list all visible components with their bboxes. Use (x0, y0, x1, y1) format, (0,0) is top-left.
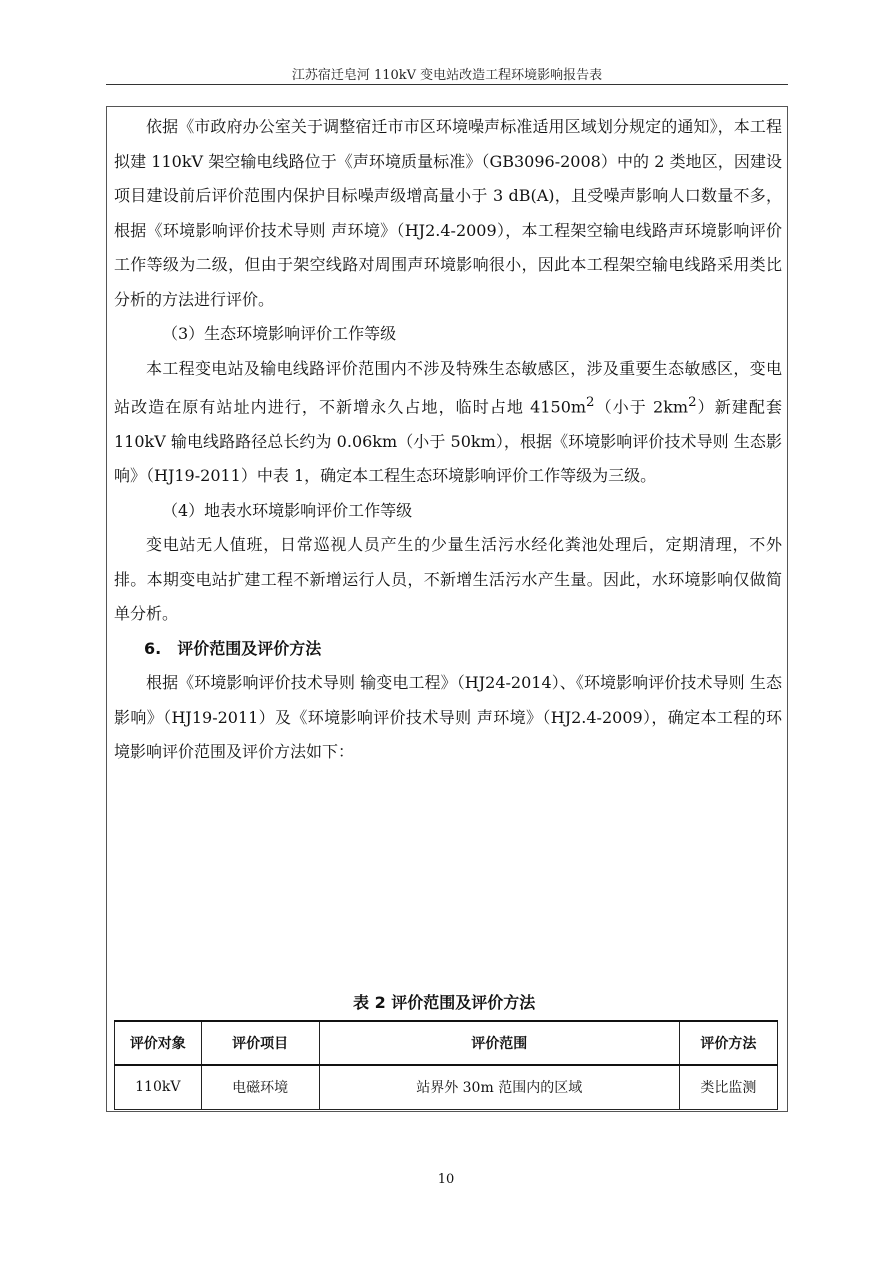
paragraph-ecology (114, 352, 782, 494)
table-header-row (115, 1021, 778, 1065)
header-cell: 评价项目 (201, 1021, 319, 1065)
page-header: 江苏宿迁皂河 110kV 变电站改造工程环境影响报告表 (291, 68, 603, 83)
table-cell: 电磁环境 (201, 1065, 319, 1109)
table-cell: 110kV (115, 1065, 202, 1109)
page-number: 10 (437, 1172, 455, 1187)
body-content (114, 110, 782, 770)
table-cell: 类比监测 (679, 1065, 777, 1109)
subheading-surface-water: （4）地表水环境影响评价工作等级 (162, 500, 413, 520)
header-cell: 评价对象 (115, 1021, 202, 1065)
table-caption-text: 表 2 评价范围及评价方法 (353, 993, 536, 1012)
table-row (115, 1065, 778, 1109)
paragraph-ecology-part-c: ）新建配套 110kV 输电线路路径总长约为 0.06km（小于 50km），根据《环境影响评价技术导则 生态影响》（HJ19-2011）中表 1，确定本工程生态环境影响评价工作等级为三级。 (114, 397, 782, 486)
table-cell: 站界外 30m 范围内的区域 (319, 1065, 679, 1109)
paragraph-noise: 依据《市政府办公室关于调整宿迁市市区环境噪声标准适用区域划分规定的通知》，本工程拟建 110kV 架空输电线路位于《声环境质量标准》（GB3096-2008）中的 2 类地区，因建设项目建设前后评价范围内保护目标噪声级增高量小于 3 dB(A)，且受噪声影响人口数量不多，根据《环境影响评价技术导则 声环境》（HJ2.4-2009），本工程架空输电线路声环境影响评价工作等级为二级，但由于架空线路对周围声环境影响很小，因此本工程架空输电线路采用类比分析的方法进行评价。 (114, 117, 782, 309)
section-heading-6: 6. 评价范围及评价方法 (144, 638, 322, 658)
paragraph-surface-water: 变电站无人值班，日常巡视人员产生的少量生活污水经化粪池处理后，定期清理，不外排。本期变电站扩建工程不新增运行人员，不新增生活污水产生量。因此，水环境影响仅做简单分析。 (114, 535, 782, 624)
paragraph-ecology-part-a: 本工程变电站及输电线路评价范围内不涉及特殊生态敏感区，涉及重要生态敏感区，变电站改造在原有站址内进行，不新增永久占地，临时占地 4150m (114, 358, 782, 417)
subheading-ecology: （3）生态环境影响评价工作等级 (162, 324, 397, 343)
header-cell: 评价范围 (319, 1021, 679, 1065)
evaluation-table (114, 1020, 778, 1110)
header-cell: 评价方法 (679, 1021, 777, 1065)
header-rule (106, 84, 788, 85)
paragraph-ecology-part-b: （小于 2km (594, 397, 689, 417)
superscript: 2 (586, 395, 595, 410)
paragraph-scope: 根据《环境影响评价技术导则 输变电工程》（HJ24-2014）、《环境影响评价技术导则 生态影响》（HJ19-2011）及《环境影响评价技术导则 声环境》（HJ2.4-2009），确定本工程的环境影响评价范围及评价方法如下： (114, 673, 782, 762)
superscript: 2 (688, 395, 697, 410)
